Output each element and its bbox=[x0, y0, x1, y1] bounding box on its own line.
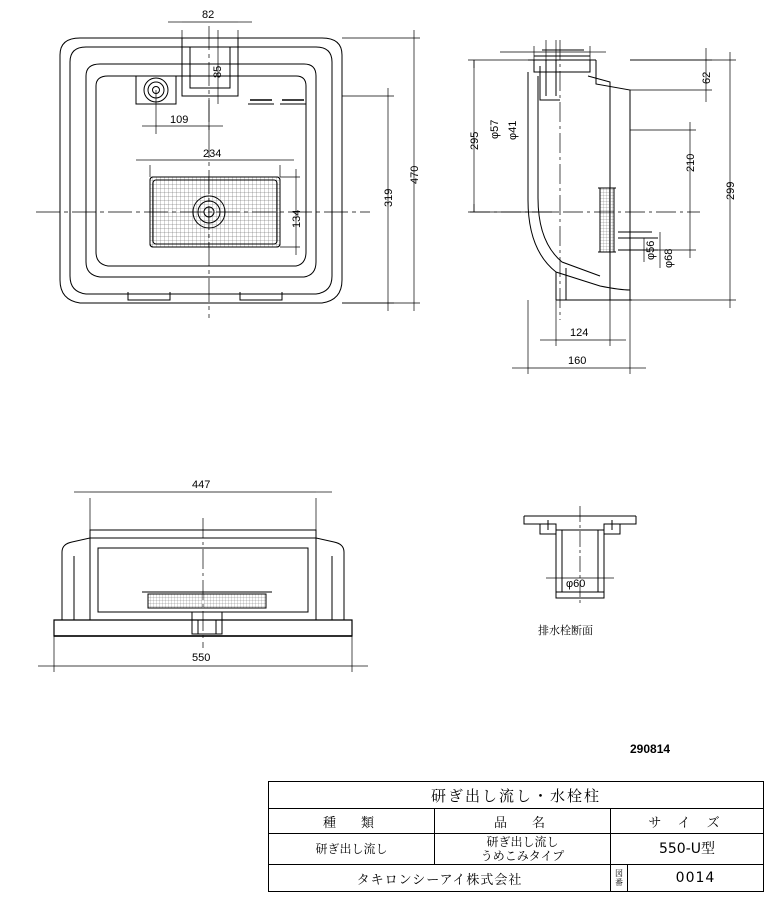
spec-zuban-label-line2: 番 bbox=[615, 878, 623, 887]
dim-top-82: 82 bbox=[202, 9, 215, 21]
dim-top-109: 109 bbox=[170, 114, 189, 126]
dim-front-447: 447 bbox=[192, 479, 211, 491]
document-number: 290814 bbox=[630, 742, 671, 756]
dim-side-phi68: φ68 bbox=[663, 248, 675, 268]
dim-side-phi41: φ41 bbox=[507, 120, 519, 140]
top-view-dimensions bbox=[136, 22, 420, 311]
dim-side-phi56: φ56 bbox=[645, 240, 657, 260]
dim-side-62: 62 bbox=[701, 71, 713, 84]
spec-zuban-number: 0014 bbox=[628, 865, 764, 892]
spec-title: 研ぎ出し流し・水栓柱 bbox=[269, 782, 764, 809]
dim-top-85: 85 bbox=[212, 65, 224, 78]
dim-top-234: 234 bbox=[203, 148, 222, 160]
spec-zuban-label-line1: 図 bbox=[615, 869, 623, 878]
spec-value-product-line2: うめこみタイプ bbox=[480, 849, 565, 863]
spec-header-product: 品 名 bbox=[435, 809, 611, 834]
spec-table-maker-row bbox=[269, 865, 764, 892]
dim-front-550: 550 bbox=[192, 652, 211, 664]
dim-side-210: 210 bbox=[685, 153, 697, 172]
drain-section-view bbox=[524, 506, 636, 606]
dim-side-295: 295 bbox=[469, 131, 481, 150]
spec-header-size: サ イ ズ bbox=[611, 809, 764, 834]
spec-zuban-label bbox=[611, 865, 628, 892]
spec-maker: タキロンシーアイ株式会社 bbox=[269, 865, 611, 892]
dim-side-160: 160 bbox=[568, 355, 587, 367]
dim-side-124: 124 bbox=[570, 327, 589, 339]
spec-value-product-line1: 研ぎ出し流し bbox=[486, 835, 559, 849]
spec-header-type: 種 類 bbox=[269, 809, 435, 834]
dim-side-299: 299 bbox=[725, 181, 737, 200]
dim-top-470: 470 bbox=[409, 165, 421, 184]
dim-top-134: 134 bbox=[291, 209, 303, 228]
dim-top-319: 319 bbox=[383, 188, 395, 207]
drain-section-caption: 排水栓断面 bbox=[538, 624, 593, 637]
side-section-view bbox=[470, 40, 700, 320]
spec-value-type: 研ぎ出し流し bbox=[269, 834, 435, 865]
top-view bbox=[36, 26, 370, 318]
front-view bbox=[54, 518, 352, 648]
dim-side-phi57: φ57 bbox=[489, 119, 501, 139]
spec-value-product bbox=[435, 834, 611, 865]
spec-table-title-row bbox=[269, 782, 764, 809]
spec-table bbox=[268, 781, 764, 892]
spec-table-value-row bbox=[269, 834, 764, 865]
spec-table-header-row bbox=[269, 809, 764, 834]
dim-drain-phi60: φ60 bbox=[566, 578, 586, 590]
spec-value-size: 550-U型 bbox=[611, 834, 764, 865]
